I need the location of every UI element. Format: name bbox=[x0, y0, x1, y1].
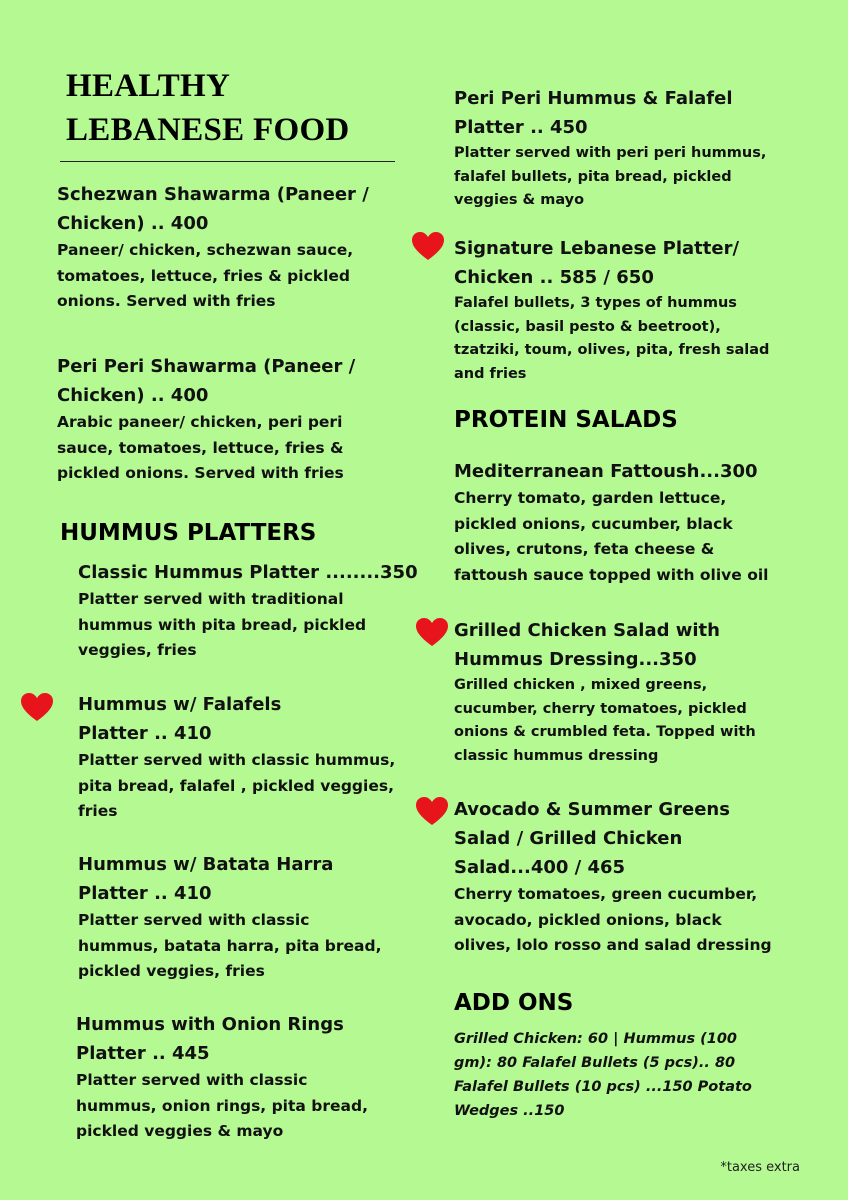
item-name: Schezwan Shawarma (Paneer / Chicken) .. 400 bbox=[57, 184, 369, 234]
item-description: Arabic paneer/ chicken, peri peri sauce, tomatoes, lettuce, fries & pickled onions. Served with fries bbox=[57, 413, 344, 482]
item-description: Platter served with classic hummus, onion rings, pita bread, pickled veggies & mayo bbox=[76, 1071, 368, 1140]
menu-item-schezwan-shawarma bbox=[57, 180, 369, 315]
item-description: Platter served with classic hummus, batata harra, pita bread, pickled veggies, fries bbox=[78, 911, 382, 980]
item-description: Cherry tomatoes, green cucumber, avocado, pickled onions, black olives, lolo rosso and salad dressing bbox=[454, 885, 772, 954]
heart-icon bbox=[20, 692, 54, 722]
item-name: Mediterranean Fattoush...300 bbox=[454, 461, 758, 482]
menu-item-mediterranean-fattoush bbox=[454, 457, 768, 588]
menu-item-peri-peri-shawarma bbox=[57, 352, 355, 487]
menu-item-hummus-batata-harra bbox=[78, 850, 382, 985]
title-line-2: LEBANESE FOOD bbox=[66, 112, 350, 148]
item-name: Signature Lebanese Platter/ Chicken .. 585 / 650 bbox=[454, 238, 740, 288]
section-heading-add-ons: ADD ONS bbox=[454, 990, 574, 1016]
menu-item-grilled-chicken-salad bbox=[454, 616, 756, 768]
item-name: Hummus w/ Batata Harra Platter .. 410 bbox=[78, 854, 334, 904]
section-heading-hummus-platters: HUMMUS PLATTERS bbox=[60, 520, 317, 546]
heart-icon bbox=[415, 796, 449, 826]
item-name: Hummus with Onion Rings Platter .. 445 bbox=[76, 1014, 344, 1064]
heart-icon bbox=[415, 617, 449, 647]
item-description: Platter served with classic hummus, pita bread, falafel , pickled veggies, fries bbox=[78, 751, 396, 820]
item-description: Cherry tomato, garden lettuce, pickled onions, cucumber, black olives, crutons, feta cheese & fattoush sauce topped with olive oil bbox=[454, 489, 769, 584]
item-description: Paneer/ chicken, schezwan sauce, tomatoes, lettuce, fries & pickled onions. Served with fries bbox=[57, 241, 354, 310]
title-divider bbox=[60, 161, 395, 162]
menu-item-peri-peri-hummus-falafel bbox=[454, 84, 766, 213]
item-name: Hummus w/ Falafels Platter .. 410 bbox=[78, 694, 282, 744]
item-name: Peri Peri Shawarma (Paneer / Chicken) .. 400 bbox=[57, 356, 356, 406]
title-line-1: HEALTHY bbox=[66, 68, 231, 104]
menu-item-classic-hummus bbox=[78, 558, 418, 664]
item-name: Classic Hummus Platter ........350 bbox=[78, 562, 418, 583]
taxes-footnote: *taxes extra bbox=[720, 1160, 800, 1175]
item-description: Falafel bullets, 3 types of hummus (classic, basil pesto & beetroot), tzatziki, toum, olives, pita, fresh salad and fries bbox=[454, 295, 770, 382]
item-description: Grilled chicken , mixed greens, cucumber, cherry tomatoes, pickled onions & crumbled feta. Topped with classic hummus dressing bbox=[454, 677, 756, 764]
menu-item-signature-lebanese-platter bbox=[454, 234, 769, 386]
add-ons-list: Grilled Chicken: 60 | Hummus (100 gm): 80 Falafel Bullets (5 pcs).. 80 Falafel Bullets (10 pcs) ...150 Potato Wedges ..150 bbox=[454, 1031, 752, 1119]
item-name: Peri Peri Hummus & Falafel Platter .. 450 bbox=[454, 88, 733, 138]
menu-item-hummus-falafels bbox=[78, 690, 395, 825]
item-description: Platter served with peri peri hummus, falafel bullets, pita bread, pickled veggies & mayo bbox=[454, 145, 767, 208]
page-title bbox=[66, 64, 350, 152]
menu-item-hummus-onion-rings bbox=[76, 1010, 368, 1145]
section-heading-protein-salads: PROTEIN SALADS bbox=[454, 407, 678, 433]
menu-item-avocado-summer-greens bbox=[454, 795, 772, 959]
item-name: Avocado & Summer Greens Salad / Grilled Chicken Salad...400 / 465 bbox=[454, 799, 730, 878]
heart-icon bbox=[411, 231, 445, 261]
item-description: Platter served with traditional hummus with pita bread, pickled veggies, fries bbox=[78, 590, 367, 659]
item-name: Grilled Chicken Salad with Hummus Dressing...350 bbox=[454, 620, 720, 670]
